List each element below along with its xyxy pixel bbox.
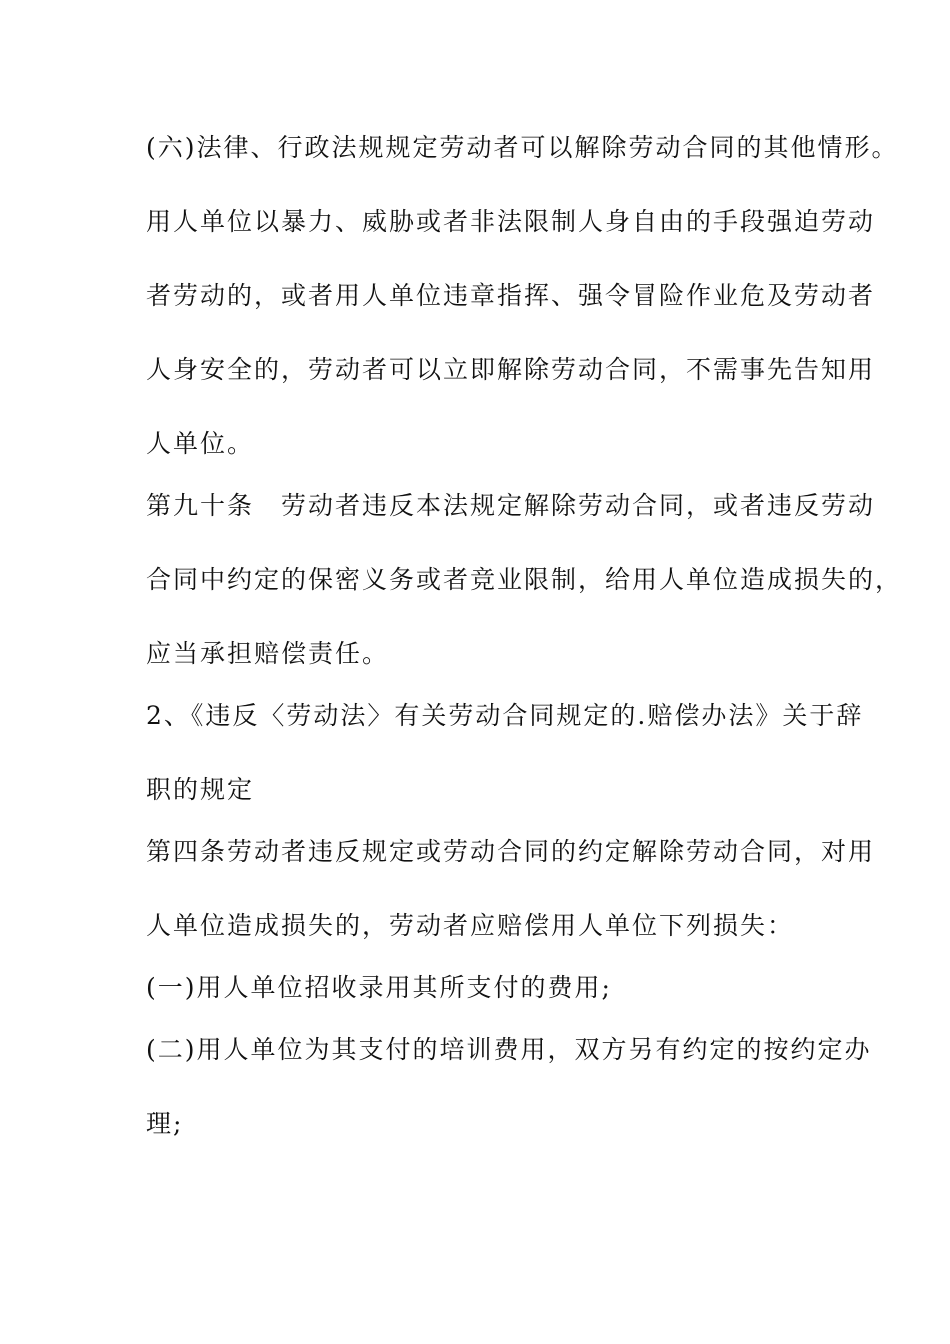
list-item-line: (二)用人单位为其支付的培训费用，双方另有约定的按约定办: [146, 1035, 872, 1064]
paragraph-line: 用人单位以暴力、威胁或者非法限制人身自由的手段强迫劳动: [146, 207, 876, 236]
section-heading-line: 职的规定: [146, 775, 255, 804]
paragraph-line: (六)法律、行政法规规定劳动者可以解除劳动合同的其他情形。: [146, 133, 899, 162]
document-body: [146, 126, 903, 1176]
paragraph-line: 人单位。: [146, 429, 255, 458]
article-line: 第九十条 劳动者违反本法规定解除劳动合同，或者违反劳动: [146, 491, 876, 520]
section-heading-line: 2、《违反〈劳动法〉有关劳动合同规定的.赔偿办法》关于辞: [146, 701, 864, 730]
paragraph-line: 人身安全的，劳动者可以立即解除劳动合同，不需事先告知用: [146, 355, 876, 384]
article-line: 第四条劳动者违反规定或劳动合同的约定解除劳动合同，对用: [146, 837, 876, 866]
list-item-line: (一)用人单位招收录用其所支付的费用;: [146, 973, 612, 1002]
article-line: 合同中约定的保密义务或者竞业限制，给用人单位造成损失的，: [146, 565, 903, 594]
paragraph-line: 者劳动的，或者用人单位违章指挥、强令冒险作业危及劳动者: [146, 281, 876, 310]
article-line: 应当承担赔偿责任。: [146, 639, 390, 668]
article-line: 人单位造成损失的，劳动者应赔偿用人单位下列损失：: [146, 911, 795, 940]
list-item-line: 理;: [146, 1109, 184, 1138]
